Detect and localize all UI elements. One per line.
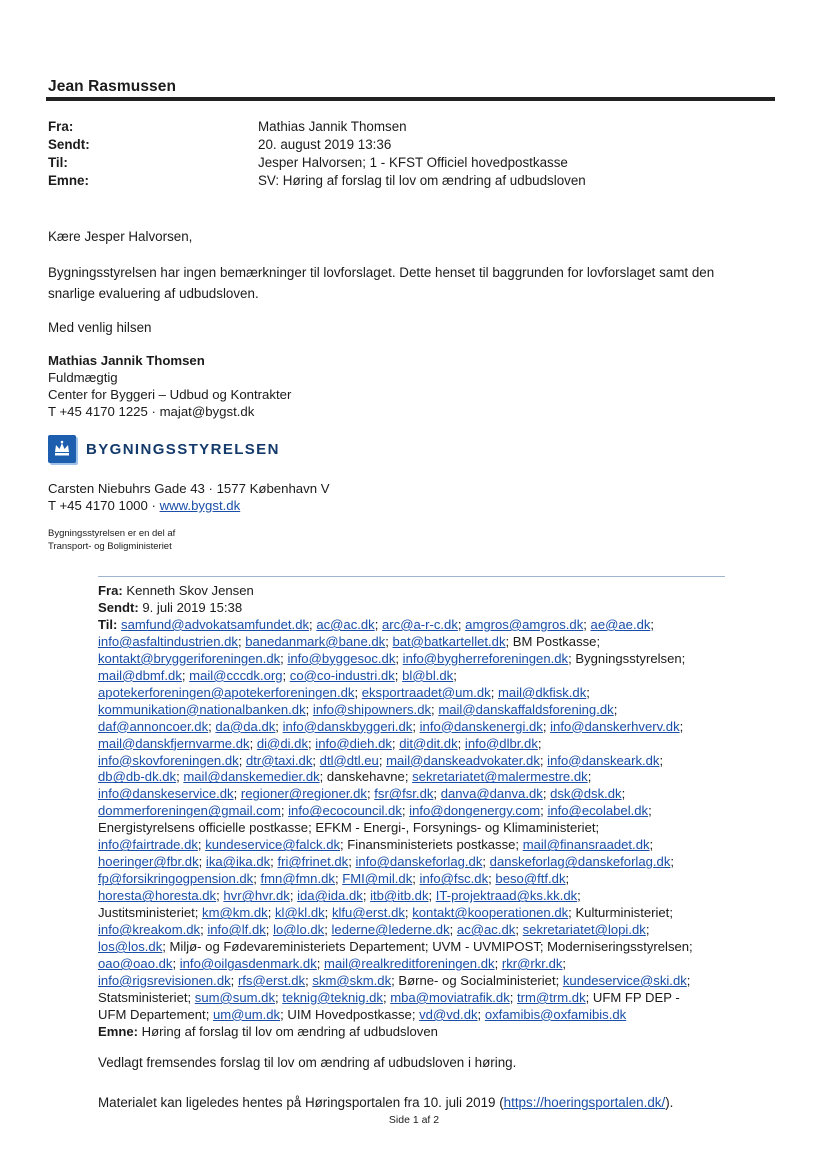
recipient-text: ; — [289, 888, 298, 904]
recipient-text: ; — [457, 735, 465, 751]
recipient-line — [98, 956, 738, 973]
page-number: Side 1 af 2 — [388, 1114, 440, 1126]
recipient-email-link[interactable]: dtl@dtl.eu — [319, 752, 379, 768]
recipient-text: ; — [542, 718, 551, 734]
recipient-email-link[interactable]: fsr@fsr.dk — [374, 786, 434, 802]
recipient-line — [98, 888, 738, 905]
recipient-text: ; — [401, 803, 410, 819]
signature-name: Mathias Jannik Thomsen — [48, 353, 205, 368]
header-rule — [46, 97, 775, 101]
recipient-email-link[interactable]: trm@trm.dk — [517, 989, 586, 1005]
closing: Med venlig hilsen — [48, 320, 152, 335]
recipient-text: ; — [482, 854, 490, 870]
recipient-text: ; — [172, 955, 180, 971]
recipient-email-link[interactable]: ac@ac.dk — [456, 922, 516, 938]
recipient-email-link[interactable]: amgros@amgros.dk — [465, 616, 584, 632]
recipient-email-link[interactable]: info@ecolabel.dk — [547, 803, 649, 819]
recipient-email-link[interactable]: km@km.dk — [202, 905, 268, 921]
recipient-line — [98, 786, 738, 803]
recipient-text: ; — [659, 752, 664, 768]
recipient-text: ; — [308, 735, 316, 751]
recipient-email-link[interactable]: sum@sum.dk — [194, 989, 276, 1005]
agency-logo — [48, 434, 280, 464]
recipient-text: ; — [391, 735, 400, 751]
recipient-email-link[interactable]: dommerforeningen@gmail.com — [98, 803, 281, 819]
field-value: Jesper Halvorsen; 1 - KFST Officiel hovedpostkasse — [258, 155, 568, 170]
recipient-text: ; — [449, 922, 457, 938]
recipient-email-link[interactable]: um@um.dk — [212, 1006, 281, 1022]
recipient-email-link[interactable]: IT-projektraad@ks.kk.dk — [435, 888, 578, 904]
recipient-text: ; — [648, 803, 652, 819]
ministry-note — [48, 527, 175, 553]
field-to — [48, 154, 586, 172]
recipient-email-link[interactable]: ika@ika.dk — [205, 854, 271, 870]
logo-text: BYGNINGSSTYRELSEN — [86, 440, 280, 458]
recipient-line — [98, 617, 738, 634]
phone-text: T +45 4170 1000 · — [48, 498, 160, 513]
recipient-line — [98, 820, 738, 837]
recipient-email-link[interactable]: di@di.dk — [256, 735, 308, 751]
recipient-line — [98, 922, 738, 939]
fwd-sent-label: Sendt: — [98, 599, 139, 615]
recipient-text: UFM Departement; — [98, 1006, 213, 1022]
recipient-text: ; — [509, 989, 518, 1005]
recipient-email-link[interactable]: kl@kl.dk — [275, 905, 325, 921]
recipient-text: ; — [385, 633, 393, 649]
recipient-text: ; — [539, 752, 548, 768]
recipient-email-link[interactable]: kontakt@kooperationen.dk — [412, 905, 569, 921]
recipient-text: Justitsministeriet; — [98, 905, 203, 921]
recipient-text: ; — [428, 888, 436, 904]
recipient-email-link[interactable]: info@danskeforlag.dk — [355, 854, 483, 870]
recipient-email-link[interactable]: info@ecocouncil.dk — [288, 803, 402, 819]
fwd-subject — [98, 1024, 738, 1041]
recipient-email-link[interactable]: mail@danskaffaldsforening.dk — [438, 701, 614, 717]
message-paragraph — [48, 262, 714, 304]
recipient-email-link[interactable]: horesta@horesta.dk — [98, 888, 217, 904]
recipient-text: ; — [197, 837, 206, 853]
field-label: Til: — [48, 155, 68, 170]
recipient-text: ; — [265, 922, 274, 938]
recipient-email-link[interactable]: info@asfaltindustrien.dk — [98, 633, 238, 649]
recipient-email-link[interactable]: arc@a-r-c.dk — [382, 616, 458, 632]
recipient-text: ; — [176, 769, 184, 785]
recipient-text: ; — [537, 735, 542, 751]
recipient-email-link[interactable]: bat@batkartellet.dk — [392, 633, 506, 649]
recipient-text: ; — [282, 667, 290, 683]
recipient-email-link[interactable]: mail@dkfisk.dk — [498, 684, 587, 700]
recipient-text: ; — [540, 803, 548, 819]
recipient-text: ; Bygningsstyrelsen; — [568, 650, 686, 666]
recipient-email-link[interactable]: hvr@hvr.dk — [223, 888, 290, 904]
recipient-text: ; — [181, 667, 190, 683]
recipient-line — [98, 634, 738, 651]
recipient-email-link[interactable]: mail@dbmf.dk — [98, 667, 182, 683]
recipient-line — [98, 668, 738, 685]
recipient-email-link[interactable]: rfs@erst.dk — [237, 972, 306, 988]
recipient-email-link[interactable]: bl@bl.dk — [402, 667, 454, 683]
signature-block — [48, 352, 291, 420]
recipient-text: ; — [565, 871, 570, 887]
field-from — [48, 118, 586, 136]
recipient-email-link[interactable]: kontakt@bryggeriforeningen.dk — [98, 650, 281, 666]
recipient-text: Energistyrelsens officielle postkasse; EFKM - Energi-, Forsynings- og Klimaministeriet; — [98, 820, 600, 836]
recipient-text: Statsministeriet; — [98, 989, 195, 1005]
phone-line — [48, 497, 330, 514]
recipient-email-link[interactable]: mail@danskemedier.dk — [183, 769, 320, 785]
recipient-email-link[interactable]: info@danskenergi.dk — [419, 718, 543, 734]
recipient-email-link[interactable]: mail@cccdk.org — [189, 667, 283, 683]
recipient-text: ; — [431, 701, 439, 717]
recipient-text: ; — [305, 972, 313, 988]
recipient-text: ; — [253, 871, 261, 887]
recipient-text: ; — [412, 718, 420, 734]
recipient-email-link[interactable]: los@los.dk — [98, 939, 163, 955]
recipient-email-link[interactable]: teknig@teknig.dk — [282, 989, 383, 1005]
address-line: Carsten Niebuhrs Gade 43 · 1577 København V — [48, 481, 330, 496]
recipient-email-link[interactable]: skm@skm.dk — [312, 972, 392, 988]
recipient-email-link[interactable]: db@db-dk.dk — [98, 769, 177, 785]
recipient-email-link[interactable]: info@kreakom.dk — [98, 922, 201, 938]
recipient-email-link[interactable]: kommunikation@nationalbanken.dk — [98, 701, 306, 717]
recipient-email-link[interactable]: danva@danva.dk — [440, 786, 543, 802]
recipient-text: ; — [404, 905, 413, 921]
recipient-email-link[interactable]: co@co-industri.dk — [289, 667, 395, 683]
recipient-text: ; — [412, 871, 420, 887]
recipient-text: ; — [280, 650, 288, 666]
recipient-email-link[interactable]: info@dlbr.dk — [464, 735, 538, 751]
fwd-to-label: Til: — [98, 616, 118, 632]
recipient-email-link[interactable]: info@dieh.dk — [315, 735, 392, 751]
recipient-email-link[interactable]: info@danskeservice.dk — [98, 786, 234, 802]
recipient-line — [98, 736, 738, 753]
agency-address — [48, 480, 330, 514]
recipient-text: ; — [515, 922, 523, 938]
hoeringsportal-link[interactable]: https://hoeringsportalen.dk/ — [503, 1095, 666, 1110]
recipient-text: ; — [433, 786, 441, 802]
recipient-text: ; — [270, 854, 278, 870]
recipient-text: ; — [233, 786, 241, 802]
recipient-email-link[interactable]: fri@frinet.dk — [277, 854, 349, 870]
recipient-text: ; — [394, 667, 403, 683]
recipient-email-link[interactable]: info@dongenergy.com — [409, 803, 541, 819]
recipient-text: ; Miljø- og Fødevareministeriets Departement; UVM - UVMIPOST; Moderniseringsstyrelsen; — [162, 939, 693, 955]
recipient-email-link[interactable]: info@bygherreforeningen.dk — [402, 650, 569, 666]
recipient-email-link[interactable]: regioner@regioner.dk — [240, 786, 367, 802]
recipient-text: ; — [316, 955, 325, 971]
recipient-text: ; — [587, 769, 592, 785]
recipient-text: ; — [334, 871, 343, 887]
recipient-email-link[interactable]: info@shipowners.dk — [312, 701, 432, 717]
recipient-text: ; — [354, 684, 362, 700]
recipient-email-link[interactable]: klfu@erst.dk — [331, 905, 405, 921]
recipient-text: ; Kulturministeriet; — [568, 905, 673, 921]
recipient-text: ; — [275, 718, 283, 734]
recipient-email-link[interactable]: mail@realkreditforeningen.dk — [324, 955, 495, 971]
recipient-email-link[interactable]: fp@forsikringogpension.dk — [98, 871, 254, 887]
recipient-email-link[interactable]: vd@vd.dk — [419, 1006, 478, 1022]
recipient-text: ; — [275, 989, 283, 1005]
recipient-line — [98, 719, 738, 736]
field-label: Sendt: — [48, 137, 90, 152]
recipient-line — [98, 990, 738, 1007]
recipient-text: ; — [374, 616, 383, 632]
recipient-line — [98, 685, 738, 702]
recipient-text: ; UIM Hovedpostkasse; — [280, 1006, 420, 1022]
recipient-text: ; — [562, 955, 567, 971]
recipient-text: ; — [324, 922, 332, 938]
recipient-line — [98, 939, 738, 956]
recipient-email-link[interactable]: oao@oao.dk — [98, 955, 173, 971]
recipient-email-link[interactable]: info@danskbyggeri.dk — [282, 718, 413, 734]
recipient-email-link[interactable]: banedanmark@bane.dk — [245, 633, 386, 649]
recipient-text: ; — [200, 922, 208, 938]
recipient-text: ; — [362, 888, 371, 904]
recipient-text: ; BM Postkasse; — [505, 633, 601, 649]
recipient-email-link[interactable]: dsk@dsk.dk — [550, 786, 622, 802]
recipient-text: ; — [238, 752, 246, 768]
recipient-email-link[interactable]: fmn@fmn.dk — [260, 871, 335, 887]
forward-divider — [98, 576, 725, 577]
paragraph-line: snarlige evaluering af udbudsloven. — [48, 286, 259, 301]
email-header-fields — [48, 118, 586, 190]
field-label: Emne: — [48, 173, 89, 188]
recipient-text: ; — [670, 854, 675, 870]
recipient-line — [98, 702, 738, 719]
recipient-line — [98, 837, 738, 854]
recipient-email-link[interactable]: lederne@lederne.dk — [331, 922, 450, 938]
recipient-text: ; — [457, 616, 466, 632]
fwd-subject-label: Emne: — [98, 1023, 139, 1039]
recipient-email-link[interactable]: apotekerforeningen@apotekerforeningen.dk — [98, 684, 355, 700]
recipient-email-link[interactable]: sekretariatet@malermestre.dk — [412, 769, 588, 785]
recipient-text: ; — [378, 752, 387, 768]
recipient-email-link[interactable]: dit@dit.dk — [399, 735, 458, 751]
recipient-email-link[interactable]: daf@annoncoer.dk — [98, 718, 209, 734]
recipient-text: ; — [686, 972, 691, 988]
sender-name: Jean Rasmussen — [48, 78, 177, 95]
recipient-email-link[interactable]: info@danskeark.dk — [547, 752, 660, 768]
field-value: SV: Høring af forslag til lov om ændring af udbudsloven — [258, 173, 586, 188]
recipient-text: ; — [488, 871, 496, 887]
recipient-email-link[interactable]: mail@finansraadet.dk — [522, 837, 650, 853]
recipient-text: ; danskehavne; — [319, 769, 413, 785]
recipient-text: ; — [542, 786, 551, 802]
fwd-sent-value: 9. juli 2019 15:38 — [142, 599, 243, 615]
recipient-email-link[interactable]: info@fairtrade.dk — [98, 837, 198, 853]
recipient-email-link[interactable]: kundeservice@ski.dk — [562, 972, 687, 988]
recipient-text: ; — [490, 684, 499, 700]
recipient-email-link[interactable]: ae@ae.dk — [590, 616, 651, 632]
recipient-email-link[interactable]: da@da.dk — [215, 718, 276, 734]
recipient-text: ; — [583, 616, 591, 632]
fwd-body-line: Vedlagt fremsendes forslag til lov om ændring af udbudsloven i høring. — [98, 1055, 517, 1070]
note-line: Transport- og Boligministeriet — [48, 541, 172, 552]
recipient-text: ; — [577, 888, 581, 904]
fwd-from — [98, 583, 738, 600]
website-link[interactable]: www.bygst.dk — [159, 498, 241, 513]
recipient-text: ; — [267, 905, 275, 921]
fwd-subject-value: Høring af forslag til lov om ændring af udbudsloven — [141, 1023, 438, 1039]
field-sent — [48, 136, 586, 154]
greeting: Kære Jesper Halvorsen, — [48, 229, 193, 244]
recipient-email-link[interactable]: hoeringer@fbr.dk — [98, 854, 199, 870]
recipient-text: ; — [621, 786, 626, 802]
recipient-text: ; — [249, 735, 257, 751]
field-value: 20. august 2019 13:36 — [258, 137, 392, 152]
recipient-email-link[interactable]: mail@danskeadvokater.dk — [386, 752, 540, 768]
recipient-text: ; — [586, 684, 590, 700]
field-value: Mathias Jannik Thomsen — [258, 119, 407, 134]
recipient-text: ; — [324, 905, 332, 921]
recipient-text: ; — [348, 854, 356, 870]
fwd-recipients — [98, 617, 738, 1024]
recipient-email-link[interactable]: info@lf.dk — [207, 922, 266, 938]
recipient-email-link[interactable]: mba@moviatrafik.dk — [390, 989, 510, 1005]
recipient-email-link[interactable]: lo@lo.dk — [273, 922, 325, 938]
recipient-text: ; Børne- og Socialministeriet; — [391, 972, 563, 988]
crown-icon — [48, 435, 76, 463]
fwd-body-line — [98, 1094, 673, 1112]
forwarded-message — [98, 583, 738, 1041]
paragraph-line: Bygningsstyrelsen har ingen bemærkninger til lovforslaget. Dette henset til baggrunden for lovforslaget samt den — [48, 265, 715, 280]
recipient-email-link[interactable]: rkr@rkr.dk — [501, 955, 563, 971]
recipient-email-link[interactable]: oxfamibis@oxfamibis.dk — [484, 1006, 627, 1022]
recipient-email-link[interactable]: mail@danskfjernvarme.dk — [98, 735, 250, 751]
recipient-email-link[interactable]: eksportraadet@um.dk — [361, 684, 491, 700]
recipient-text: ; — [366, 786, 375, 802]
recipient-text: ; — [613, 701, 618, 717]
recipient-email-link[interactable]: info@skovforeningen.dk — [98, 752, 239, 768]
recipient-line — [98, 1007, 738, 1024]
recipient-line — [98, 905, 738, 922]
recipient-line — [98, 769, 738, 786]
recipient-text: ; — [650, 616, 655, 632]
recipient-text: ; — [230, 972, 238, 988]
recipient-email-link[interactable]: samfund@advokatsamfundet.dk — [121, 616, 310, 632]
recipient-text: ; — [198, 854, 206, 870]
fwd-from-label: Fra: — [98, 583, 123, 598]
fwd-sent — [98, 600, 738, 617]
recipient-text: ; — [309, 616, 317, 632]
recipient-email-link[interactable]: itb@itb.dk — [370, 888, 429, 904]
recipient-text: ; — [216, 888, 224, 904]
note-line: Bygningsstyrelsen er en del af — [48, 528, 176, 539]
recipient-text: ; — [645, 922, 650, 938]
recipient-text: ; UFM FP DEP - — [585, 989, 680, 1005]
fwd-body-text: Materialet kan ligeledes hentes på Høringsportalen fra 10. juli 2019 ( — [98, 1095, 504, 1110]
recipient-line — [98, 871, 738, 888]
recipient-text: ; — [649, 837, 654, 853]
recipient-line — [98, 854, 738, 871]
recipient-email-link[interactable]: info@rigsrevisionen.dk — [98, 972, 231, 988]
recipient-email-link[interactable]: sekretariatet@lopi.dk — [522, 922, 646, 938]
recipient-text: ; Finansministeriets postkasse; — [340, 837, 523, 853]
recipient-text: ; — [395, 650, 403, 666]
fwd-body-text: ). — [665, 1095, 674, 1110]
recipient-email-link[interactable]: FMI@mil.dk — [342, 871, 413, 887]
recipient-text: ; — [382, 989, 391, 1005]
recipient-text: ; — [208, 718, 216, 734]
recipient-email-link[interactable]: dtr@taxi.dk — [245, 752, 313, 768]
recipient-email-link[interactable]: kundeservice@falck.dk — [205, 837, 341, 853]
recipient-email-link[interactable]: danskeforlag@danskeforlag.dk — [489, 854, 671, 870]
recipient-text: ; — [453, 667, 457, 683]
signature-title: Fuldmægtig — [48, 370, 118, 385]
field-subject — [48, 172, 586, 190]
field-label: Fra: — [48, 119, 74, 134]
recipient-line — [98, 973, 738, 990]
fwd-from-value: Kenneth Skov Jensen — [126, 583, 254, 598]
recipient-text: ; — [312, 752, 320, 768]
recipient-email-link[interactable]: ida@ida.dk — [297, 888, 363, 904]
recipient-email-link[interactable]: beso@ftf.dk — [495, 871, 566, 887]
recipient-text: ; — [477, 1006, 485, 1022]
recipient-email-link[interactable]: info@fsc.dk — [419, 871, 489, 887]
signature-department: Center for Byggeri – Udbud og Kontrakter — [48, 387, 292, 402]
signature-contact: T +45 4170 1225 · majat@bygst.dk — [48, 404, 255, 419]
recipient-text: ; — [237, 633, 246, 649]
recipient-email-link[interactable]: ac@ac.dk — [316, 616, 375, 632]
recipient-line — [98, 803, 738, 820]
recipient-text: ; — [280, 803, 289, 819]
recipient-email-link[interactable]: info@danskerhverv.dk — [550, 718, 680, 734]
recipient-line — [98, 651, 738, 668]
recipient-email-link[interactable]: info@oilgasdenmark.dk — [179, 955, 317, 971]
recipient-line — [98, 753, 738, 770]
recipient-text: ; — [679, 718, 684, 734]
recipient-text: ; — [305, 701, 313, 717]
recipient-email-link[interactable]: info@byggesoc.dk — [287, 650, 396, 666]
recipient-text: ; — [494, 955, 502, 971]
